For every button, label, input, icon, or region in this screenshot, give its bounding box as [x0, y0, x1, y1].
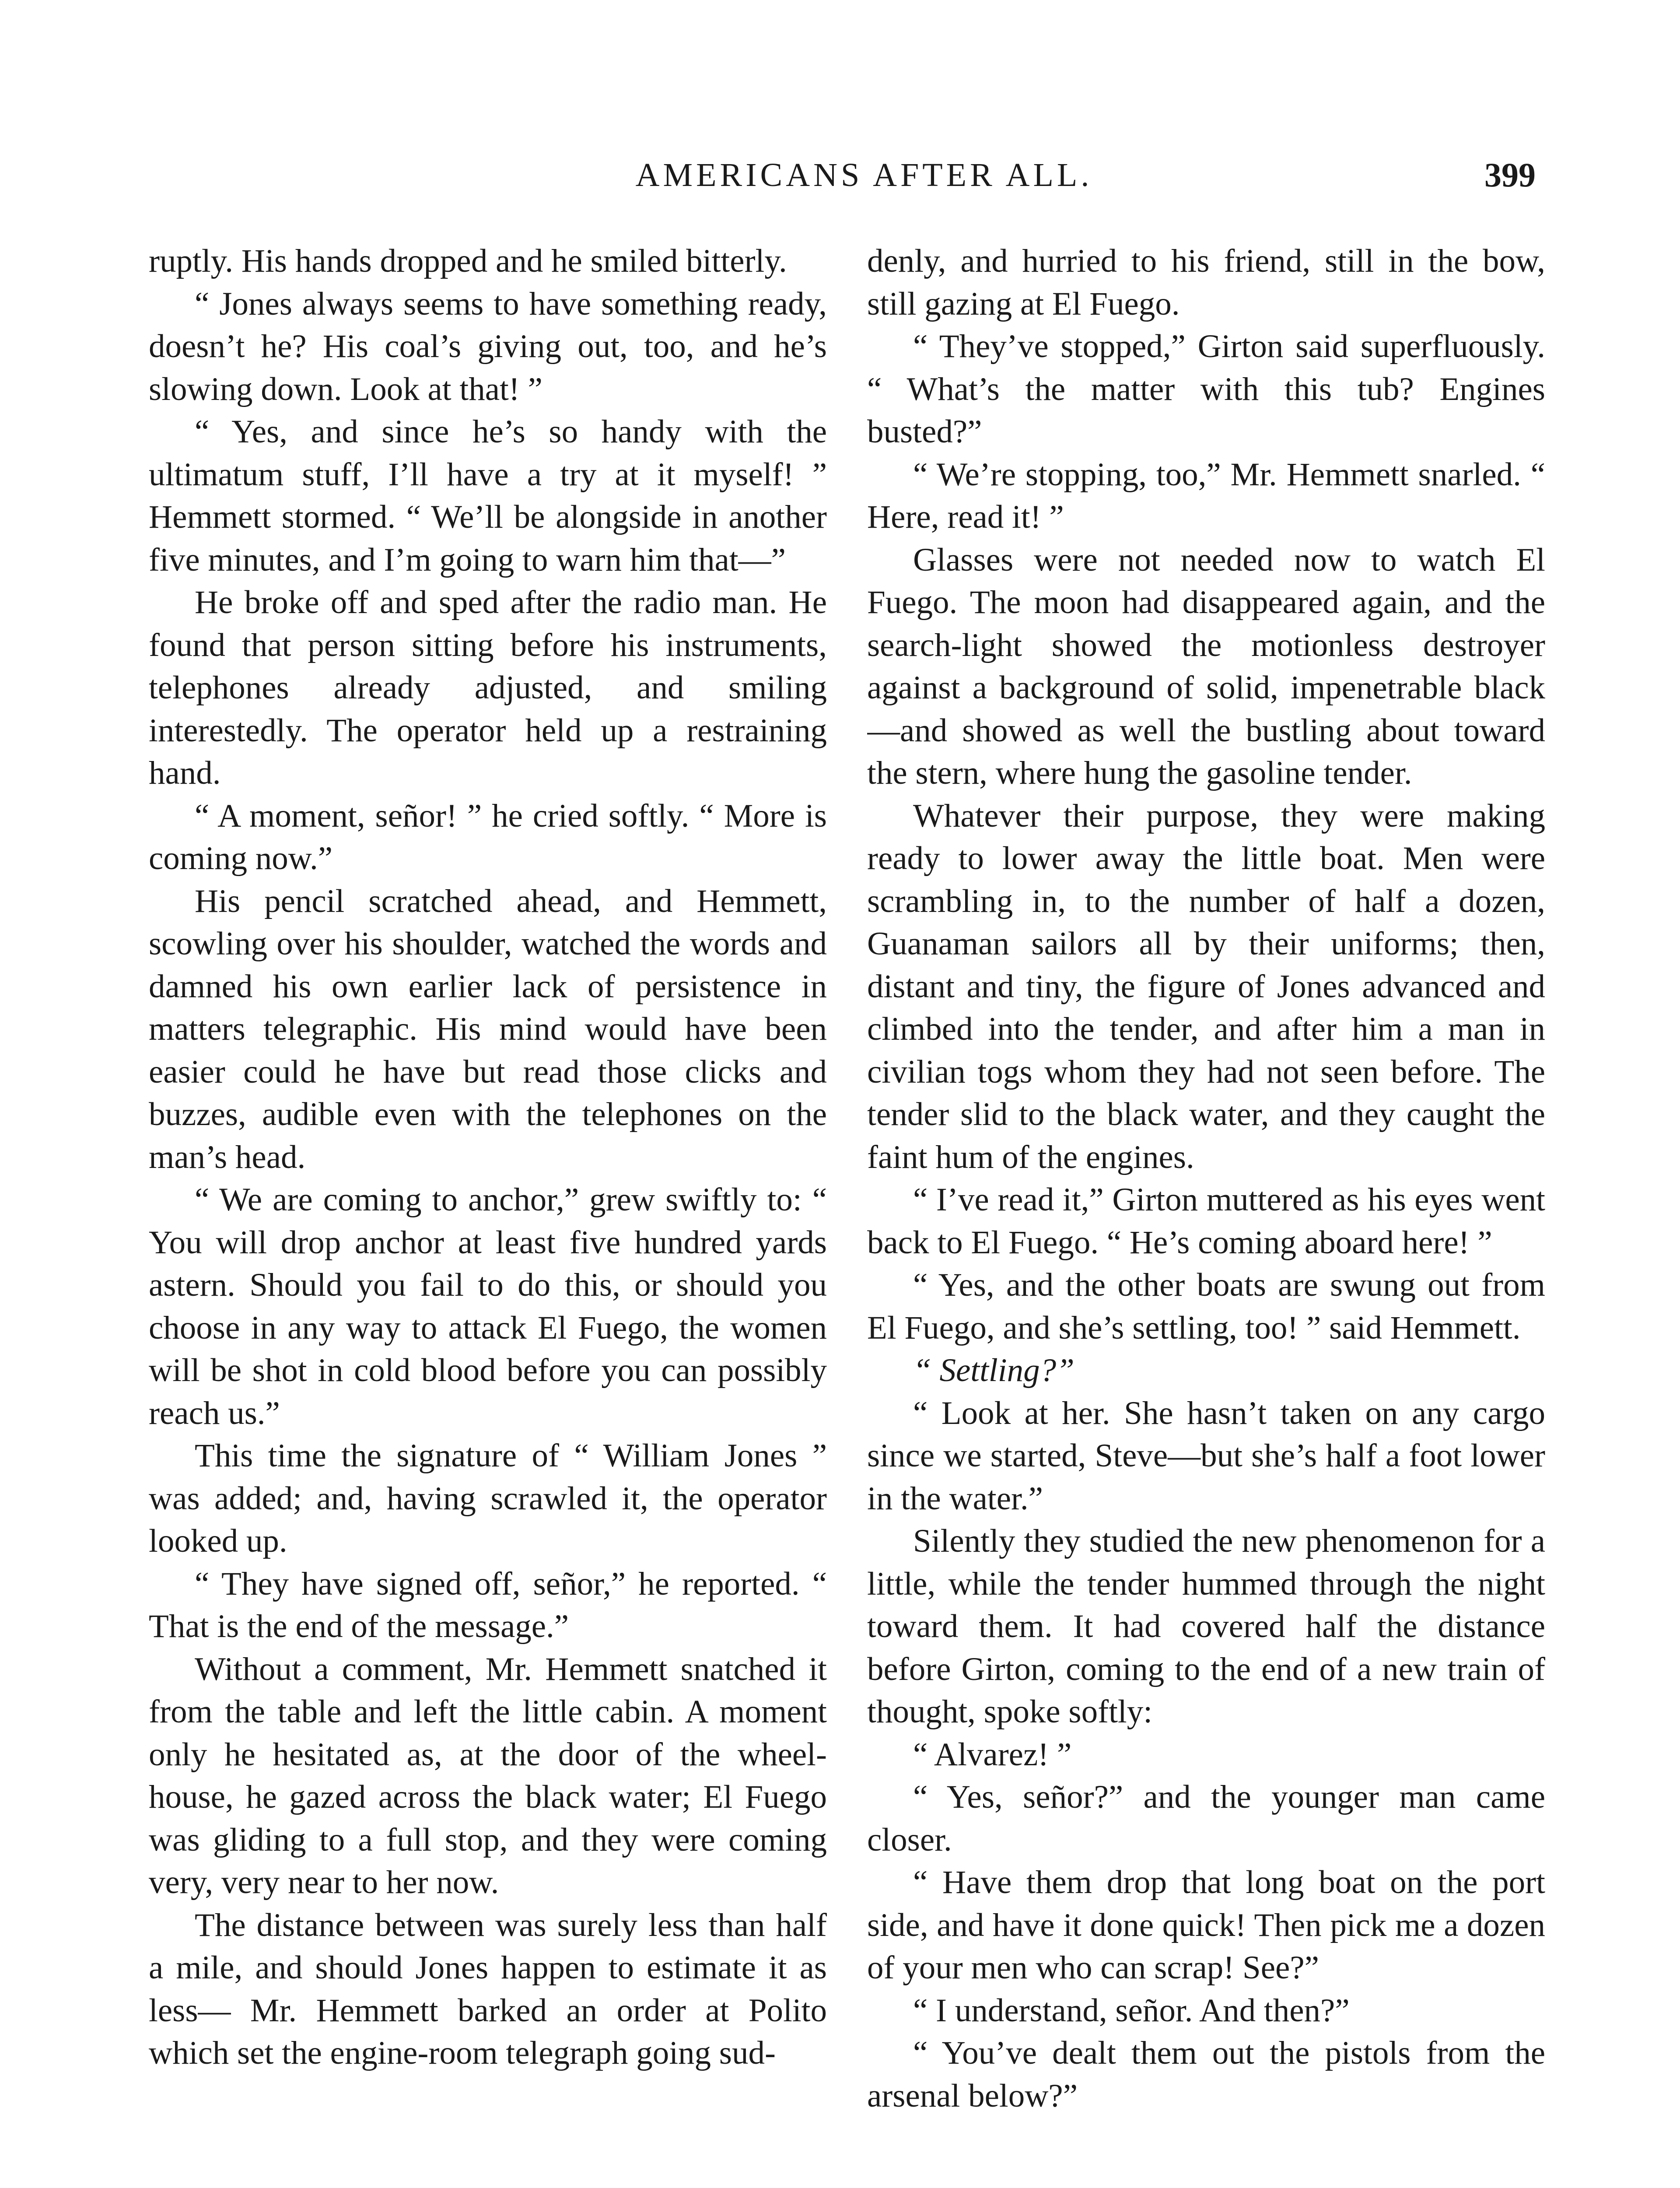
right-column [867, 240, 1545, 2188]
paragraph: “ They’ve stopped,” Girton said superfluously. “ What’s the matter with this tub? Engines busted?” [867, 328, 1545, 450]
paragraph: “ Yes, and the other boats are swung out from El Fuego, and she’s settling, too! ” said Hemmett. [867, 1267, 1545, 1346]
paragraph: “ You’ve dealt them out the pistols from the arsenal below?” [867, 2035, 1545, 2114]
paragraph: “ They have signed off, señor,” he reported. “ That is the end of the message.” [149, 1565, 827, 1645]
paragraph: Whatever their purpose, they were making ready to lower away the little boat. Men were scrambling in, to the number of half a dozen, Guanaman sailors all by their uniforms; then, distant and tiny, the figure of Jones advanced and climbed into the tender, and after him a man in civilian togs whom they had not seen before. The tender slid to the black water, and they caught the faint hum of the engines. [867, 797, 1545, 1175]
paragraph: Glasses were not needed now to watch El Fuego. The moon had disappeared again, and the search-light showed the motionless destroyer against a background of solid, impenetrable black—and showed as well the bustling about toward the stern, where hung the gasoline tender. [867, 541, 1545, 791]
running-title: AMERICANS AFTER ALL. [635, 157, 1093, 193]
paragraph: “ Yes, and since he’s so handy with the ultimatum stuff, I’ll have a try at it myself! ” Hemmett stormed. “ We’ll be alongside in another five minutes, and I’m going to warn him that—” [149, 414, 827, 578]
paragraph: His pencil scratched ahead, and Hemmett, scowling over his shoulder, watched the words and damned his own earlier lack of persistence in matters telegraphic. His mind would have been easier could he have but read those clicks and buzzes, audible even with the telephones on the man’s head. [149, 883, 827, 1175]
page-number: 399 [1484, 156, 1536, 194]
page-header [0, 153, 1680, 210]
paragraph: ruptly. His hands dropped and he smiled bitterly. [149, 243, 787, 279]
paragraph: “ I’ve read it,” Girton muttered as his eyes went back to El Fuego. “ He’s coming aboard here! ” [867, 1182, 1545, 1261]
paragraph: This time the signature of “ William Jones ” was added; and, having scrawled it, the operator looked up. [149, 1438, 827, 1559]
paragraph: “ Yes, señor?” and the younger man came closer. [867, 1779, 1545, 1858]
paragraph: “ I understand, señor. And then?” [913, 1992, 1350, 2029]
paragraph: “ A moment, señor! ” he cried softly. “ More is coming now.” [149, 797, 827, 877]
paragraph: “ We’re stopping, too,” Mr. Hemmett snarled. “ Here, read it! ” [867, 456, 1545, 535]
paragraph: “ Alvarez! ” [913, 1736, 1072, 1773]
paragraph: “ Jones always seems to have something ready, doesn’t he? His coal’s giving out, too, and he’s slowing down. Look at that! ” [149, 285, 827, 407]
paragraph: “ Look at her. She hasn’t taken on any cargo since we started, Steve—but she’s half a foot lower in the water.” [867, 1395, 1545, 1517]
paragraph: The distance between was surely less than half a mile, and should Jones happen to estimate it as less— Mr. Hemmett barked an order at Polito which set the engine-room telegraph going sud- [149, 1907, 827, 2071]
paragraph: “ Settling?” [913, 1352, 1074, 1389]
left-column [149, 240, 827, 2188]
paragraph: Without a comment, Mr. Hemmett snatched it from the table and left the little cabin. A moment only he hesitated as, at the door of the wheel-house, he gazed across the black water; El Fuego was gliding to a full stop, and they were coming very, very near to her now. [149, 1651, 827, 1900]
paragraph: Silently they studied the new phenomenon for a little, while the tender hummed through the night toward them. It had covered half the distance before Girton, coming to the end of a new train of thought, spoke softly: [867, 1523, 1545, 1730]
paragraph: He broke off and sped after the radio man. He found that person sitting before his instruments, telephones already adjusted, and smiling interestedly. The operator held up a restraining hand. [149, 584, 827, 791]
paragraph: “ We are coming to anchor,” grew swiftly to: “ You will drop anchor at least five hundred yards astern. Should you fail to do this, or should you choose in any way to attack El Fuego, the women will be shot in cold blood before you can possibly reach us.” [149, 1182, 827, 1431]
paragraph: “ Have them drop that long boat on the port side, and have it done quick! Then pick me a dozen of your men who can scrap! See?” [867, 1864, 1545, 1986]
paragraph: denly, and hurried to his friend, still in the bow, still gazing at El Fuego. [867, 243, 1545, 322]
